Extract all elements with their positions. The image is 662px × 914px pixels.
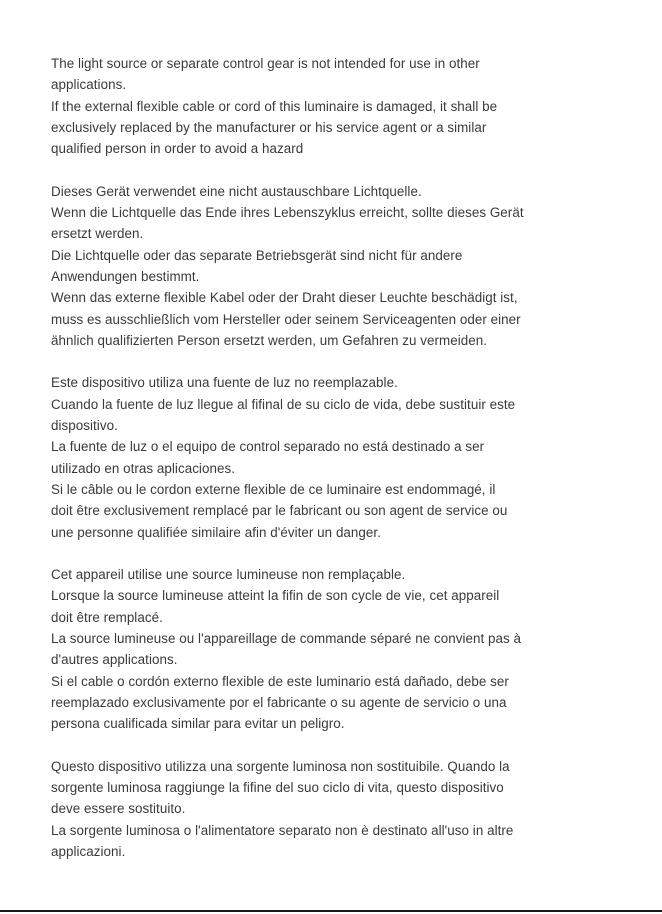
text-line: ähnlich qualifizierten Person ersetzt werden, um Gefahren zu vermeiden. <box>51 332 487 348</box>
text-line: muss es ausschließlich vom Hersteller oder seinem Serviceagenten oder einer <box>51 311 521 327</box>
paragraph-english <box>51 53 651 159</box>
text-line: deve essere sostituito. <box>51 801 186 817</box>
text-line: The light source or separate control gear is not intended for use in other <box>51 56 480 71</box>
bottom-divider <box>0 910 662 912</box>
text-line: dispositivo. <box>51 418 118 434</box>
paragraph-spanish-french <box>51 372 651 542</box>
text-line: doit être exclusivement remplacé par le fabricant ou son agent de service ou <box>51 503 508 519</box>
text-line: Wenn das externe flexible Kabel oder der Draht dieser Leuchte beschädigt ist, <box>51 290 518 306</box>
text-line: Wenn die Lichtquelle das Ende ihres Lebenszyklus erreicht, sollte dieses Gerät <box>51 205 524 221</box>
text-line: qualified person in order to avoid a hazard <box>51 141 304 157</box>
text-line: ersetzt werden. <box>51 226 144 242</box>
text-line: Cuando la fuente de luz llegue al fifinal de su ciclo de vida, debe sustituir este <box>51 396 516 412</box>
text-line: Die Lichtquelle oder das separate Betriebsgerät sind nicht für andere <box>51 247 463 263</box>
text-line: La source lumineuse ou l'appareillage de commande séparé ne convient pas à <box>51 631 522 647</box>
text-line: d'autres applications. <box>51 652 178 668</box>
text-line: Este dispositivo utiliza una fuente de luz no reemplazable. <box>51 375 398 391</box>
document-body <box>51 53 651 884</box>
text-line: Anwendungen bestimmt. <box>51 268 200 284</box>
text-line: doit être remplacé. <box>51 609 163 625</box>
text-line: La fuente de luz o el equipo de control separado no está destinado a ser <box>51 439 485 455</box>
text-line: exclusively replaced by the manufacturer or his service agent or a similar <box>51 119 487 135</box>
text-line: Dieses Gerät verwendet eine nicht austauschbare Lichtquelle. <box>51 183 422 199</box>
text-line: La sorgente luminosa o l'alimentatore separato non è destinato all'uso in altre <box>51 822 514 838</box>
text-line: Lorsque la source lumineuse atteint la fifin de son cycle de vie, cet appareil <box>51 588 500 604</box>
text-line: Si le câble ou le cordon externe flexible de ce luminaire est endommagé, il <box>51 481 496 497</box>
text-line: reemplazado exclusivamente por el fabricante o su agente de servicio o una <box>51 694 507 710</box>
text-line: applicazioni. <box>51 843 126 859</box>
text-line: utilizado en otras aplicaciones. <box>51 460 235 476</box>
text-line: sorgente luminosa raggiunge la fifine del suo ciclo di vita, questo dispositivo <box>51 780 504 796</box>
text-line: Questo dispositivo utilizza una sorgente luminosa non sostituibile. Quando la <box>51 758 510 774</box>
text-line: Cet appareil utilise une source lumineuse non remplaçable. <box>51 567 406 583</box>
paragraph-german <box>51 181 651 351</box>
text-line: persona cualificada similar para evitar un peligro. <box>51 716 345 732</box>
text-line: applications. <box>51 77 127 93</box>
text-line: Si el cable o cordón externo flexible de este luminario está dañado, debe ser <box>51 673 509 689</box>
paragraph-italian <box>51 756 651 862</box>
text-line: If the external flexible cable or cord of this luminaire is damaged, it shall be <box>51 98 498 114</box>
text-line: une personne qualifiée similaire afin d'éviter un danger. <box>51 524 381 540</box>
paragraph-french-spanish <box>51 564 651 734</box>
